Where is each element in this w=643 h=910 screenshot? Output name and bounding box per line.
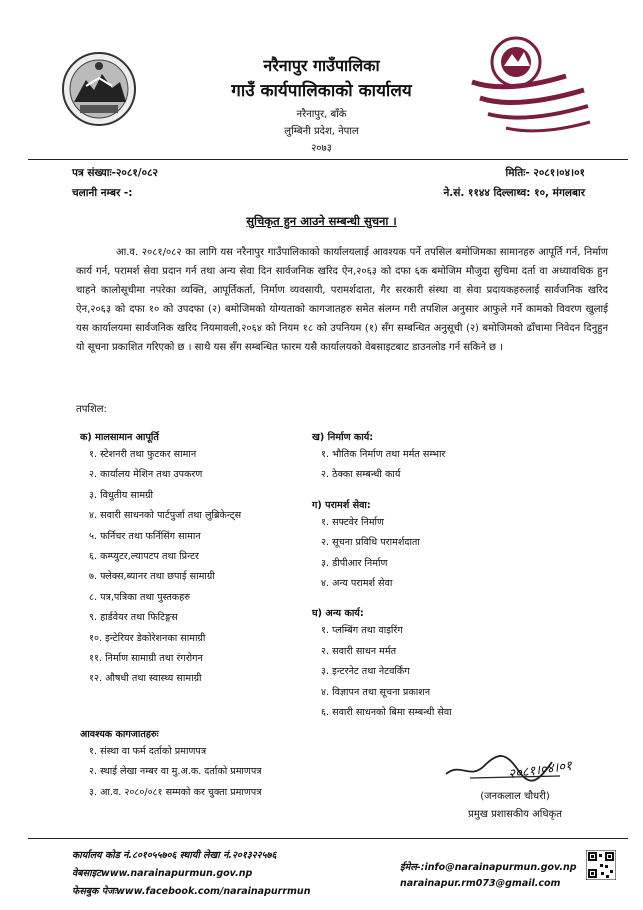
office-seal — [466, 32, 596, 142]
list-item: २. ठेक्का सम्बन्धी कार्य — [321, 469, 401, 481]
list-item: ६. सवारी साधनको बिमा सम्बन्धी सेवा — [321, 706, 452, 718]
province-line: लुम्बिनी प्रदेश, नेपाल — [284, 126, 359, 137]
signature-date: २०८१।०४।०१ — [507, 758, 573, 783]
services-column — [312, 430, 602, 735]
list-item: २. कार्यालय मेशिन तथा उपकरण — [89, 469, 203, 481]
org-name: नरैनापुर गाउँपालिका — [263, 56, 380, 75]
list-item: ९. हार्डवेयर तथा फिटिङ्गस — [89, 612, 178, 624]
list-item: ६. कम्प्युटर,ल्यापटप तथा प्रिन्टर — [89, 550, 199, 562]
list-item: १. प्लम्बिंग तथा वाइरिंग — [321, 625, 403, 637]
other-works-section — [312, 606, 602, 725]
letter-date: मितिः- २०८१।०४।०१ — [505, 167, 585, 179]
list-item: ३. डीपीआर निर्माण — [321, 557, 388, 569]
required-documents — [80, 727, 380, 805]
office-code: कार्यालय कोड नं.८०१०५५७०६ स्थायी लेखा नं.२०१३२२५७६ — [72, 850, 277, 861]
dispatch-number: चलानी नम्बर -: — [72, 187, 133, 199]
section-heading: आवश्यक कागजातहरुः — [80, 729, 159, 740]
list-item: ३. विधुतीय सामग्री — [89, 489, 153, 501]
goods-supply-section — [80, 430, 310, 692]
section-heading: क) मालसामान आपूर्ति — [80, 432, 159, 443]
signatory-title: प्रमुख प्रशासकीय अधिकृत — [468, 809, 562, 820]
address-line: नरैनापुर, बाँके — [296, 109, 347, 120]
nepal-sambat-date: ने.सं. ११४४ दिल्लाथ्व: १०, मंगलबार — [443, 187, 585, 199]
list-item: ११. निर्माण सामाग्री तथा रंगरोगन — [89, 652, 203, 664]
list-item: ७. फ्लेक्स,ब्यानर तथा छपाई सामाग्री — [89, 571, 215, 583]
list-item: १२. औषधी तथा स्वास्थ्य सामाग्री — [89, 673, 202, 685]
list-item: ४. अन्य परामर्श सेवा — [321, 577, 393, 589]
established-year: २०७३ — [311, 143, 332, 154]
notice-paragraph: आ.व. २०८१/०८२ का लागि यस नरैनापुर गाउँपालिकाको कार्यालयलाई आवश्यक पर्ने तपसिल बमोजिमका सामानहरु आपूर्ति गर्न, निर्माण कार्य गर्न, परामर्श सेवा प्रदान गर्न तथा अन्य सेवा दिन सार्वजनिक खरिद ऐन,२०६३ को दफा ६क बमोजिम मौजुदा सुचिमा दर्ता वा अध्यावधिक हुन चाहने कालोसूचीमा नपरेका व्यक्ति, आपूर्तिकर्ता, निर्माण व्यवसायी, परामर्शदाता, गैर सरकारी संस्था वा सेवा प्रदायकहरुलाई सार्वजनिक खरिद ऐन,२०६३ को दफा १० को उपदफा (२) बमोजिमको योग्यताको कागजातहरु समेत संलग्न गरी तपशिल अनुसार आफुले गर्ने कामको विवरण खुलाई यस कार्यालयमा सार्वजनिक खरिद नियमावली,२०६४ को नियम १८ को उपनियम (१) सँग सम्बन्धित अनुसूची (२) बमोजिमको ढाँचामा निवेदन दिनुहुन यो सूचना प्रकाशित गरिएको छ । साथै यस सँग सम्बन्धित फारम यसै कार्यालयको वेबसाइटबाट डाउनलोड गर्न सकिने छ । — [76, 247, 608, 353]
list-item: ३. आ.व. २०८०/०८१ सम्मको कर चुक्ता प्रमाणपत्र — [89, 786, 262, 798]
list-item: १. संस्था वा फर्म दर्ताको प्रमाणपत्र — [89, 746, 207, 757]
signatory-name: (जनकलाल चौधरी) — [480, 791, 550, 802]
gmail-link[interactable]: narainapur.rm073@gmail.com — [400, 878, 561, 889]
details-label: तपशिल: — [76, 404, 107, 415]
construction-section — [312, 430, 602, 488]
consulting-section — [312, 498, 602, 597]
list-item: २. सवारी साधन मर्मत — [321, 645, 397, 657]
section-heading: ख) निर्माण कार्य: — [312, 432, 374, 443]
email-link[interactable]: ईमेल-:info@narainapurmun.gov.np — [400, 862, 577, 873]
website-link[interactable]: वेबसाइटwww.narainapurmun.gov.np — [72, 868, 253, 879]
list-item: २. सूचना प्रविधि परामर्शदाता — [321, 537, 420, 549]
subject-text: सुचिकृत हुन आउने सम्बन्धी सुचना । — [246, 214, 397, 228]
list-item: १. भौतिक निर्माण तथा मर्मत सम्भार — [321, 449, 446, 460]
list-item: २. स्थाई लेखा नम्बर वा मु.अ.क. दर्ताको प्रमाणपत्र — [89, 766, 262, 778]
list-item: ४. सवारी साधनको पार्टपुर्जा तथा लुब्रिकेन्ट्स — [89, 510, 242, 522]
office-name: गाउँ कार्यपालिकाको कार्यालय — [231, 81, 412, 101]
subject-line — [0, 214, 643, 229]
letter-number: पत्र संख्याः-२०८१/०८२ — [72, 167, 158, 179]
list-item: १. स्टेशनरी तथा फुटकर सामान — [89, 449, 197, 460]
list-item: ५. फर्निचर तथा फर्निसिंग सामान — [89, 530, 201, 542]
facebook-link[interactable]: फेसबुक पेजःwww.facebook.com/narainapurrmun — [72, 886, 311, 897]
section-heading: घ) अन्य कार्य: — [312, 608, 364, 620]
qr-code-icon — [586, 850, 616, 880]
list-item: १०. इन्टेरियर डेकोरेशनका सामाग्री — [89, 632, 206, 644]
list-item: ३. इन्टरनेट तथा नेटवर्किंग — [321, 666, 410, 678]
list-item: ८. पत्र,पत्रिका तथा पुस्तकहरु — [89, 591, 190, 603]
nepal-emblem — [60, 50, 138, 128]
notice-body — [76, 244, 608, 357]
list-item: ४. विज्ञापन तथा सूचना प्रकाशन — [321, 686, 431, 698]
section-heading: ग) परामर्श सेवा: — [312, 499, 371, 511]
list-item: १. सफ्टवेर निर्माण — [321, 516, 384, 528]
